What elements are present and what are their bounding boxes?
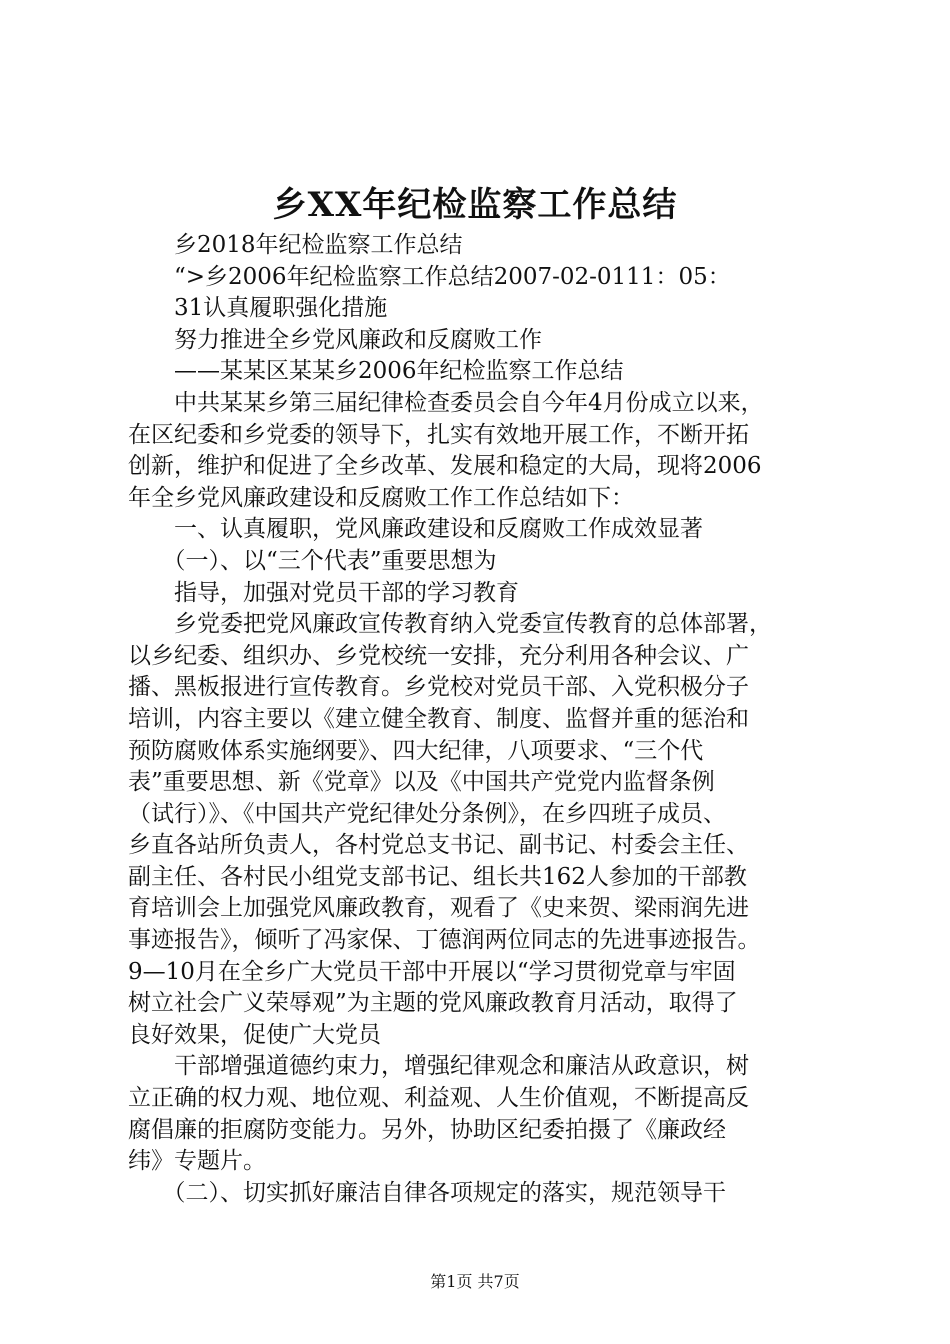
document-title: 乡XX年纪检监察工作总结 [272,185,678,225]
text-line: 乡党委把党风廉政宣传教育纳入党委宣传教育的总体部署， [128,611,772,638]
text-line: 创新，维护和促进了全乡改革、发展和稳定的大局，现将2006 [128,453,762,480]
text-line: 树立社会广义荣辱观”为主题的党风廉政教育月活动，取得了 [128,990,738,1017]
text-line: 努力推进全乡党风廉政和反腐败工作 [128,326,542,353]
text-line: 育培训会上加强党风廉政教育，观看了《史来贺、梁雨润先进 [128,895,749,922]
text-line: 乡直各站所负责人，各村党总支书记、副书记、村委会主任、 [128,832,749,859]
text-line: 副主任、各村民小组党支部书记、组长共162人参加的干部教 [128,863,747,890]
text-line: 良好效果，促使广大党员 [128,1021,381,1048]
page-number-footer: 第1页 共7页 [430,1272,520,1291]
text-line: 事迹报告》，倾听了冯家保、丁德润两位同志的先进事迹报告。 [128,927,761,954]
subsection-heading: （二）、切实抓好廉洁自律各项规定的落实，规范领导干 [128,1179,726,1206]
text-line: 乡2018年纪检监察工作总结 [128,232,463,258]
text-line: ——某某区某某乡2006年纪检监察工作总结 [128,358,624,385]
text-line: 在区纪委和乡党委的领导下，扎实有效地开展工作，不断开拓 [128,421,749,448]
text-line: 立正确的权力观、地位观、利益观、人生价值观，不断提高反 [128,1085,749,1112]
section-heading: 一、认真履职，党风廉政建设和反腐败工作成效显著 [128,516,703,543]
text-line: 9—10月在全乡广大党员干部中开展以“学习贯彻党章与牢固 [128,958,736,985]
text-line: 播、黑板报进行宣传教育。乡党校对党员干部、入党积极分子 [128,674,749,701]
text-line: 预防腐败体系实施纲要》、四大纪律，八项要求、“三个代 [128,737,704,764]
document-body [128,230,828,1209]
subsection-heading: （一）、以“三个代表”重要思想为 [128,547,497,574]
subsection-heading: 指导，加强对党员干部的学习教育 [128,579,519,606]
text-line: 中共某某乡第三届纪律检查委员会自今年4月份成立以来， [128,389,764,416]
text-line: “>乡2006年纪检监察工作总结2007-02-0111：05： [128,263,731,290]
text-line: 以乡纪委、组织办、乡党校统一安排，充分利用各种会议、广 [128,642,749,669]
text-line: 腐倡廉的拒腐防变能力。另外，协助区纪委拍摄了《廉政经 [128,1116,726,1143]
text-line: 31认真履职强化措施 [128,295,388,322]
text-line: （试行）》、《中国共产党纪律处分条例》，在乡四班子成员、 [128,800,726,827]
text-line: 培训，内容主要以《建立健全教育、制度、监督并重的惩治和 [128,705,749,732]
text-line: 年全乡党风廉政建设和反腐败工作工作总结如下： [128,484,634,511]
text-line: 纬》专题片。 [128,1148,266,1175]
text-line: 干部增强道德约束力，增强纪律观念和廉洁从政意识，树 [128,1053,749,1080]
text-line: 表”重要思想、新《党章》以及《中国共产党党内监督条例 [128,769,715,796]
